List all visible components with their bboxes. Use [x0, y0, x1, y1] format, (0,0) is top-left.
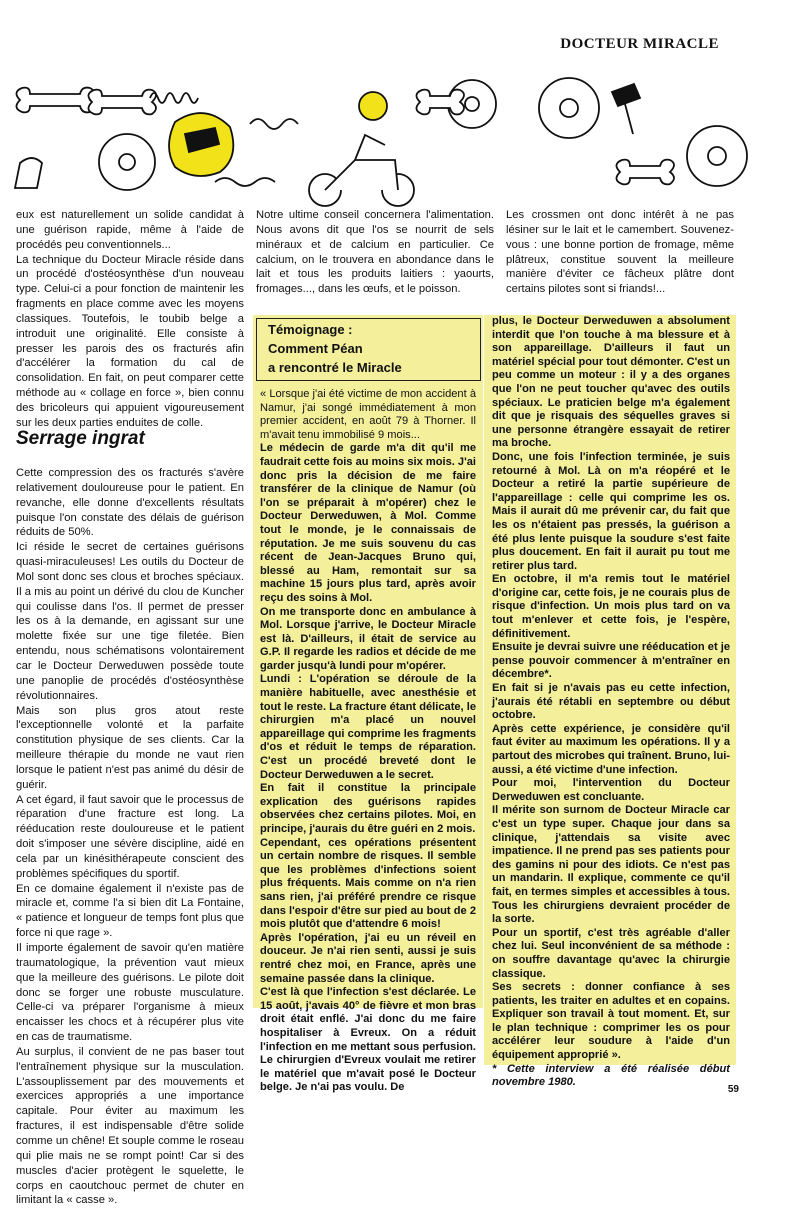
- paragraph: Ensuite je devrai suivre une rééducation et je pense pouvoir commencer à m'entraîner en décembre*.: [492, 641, 730, 681]
- creature-icon: [15, 158, 42, 188]
- paragraph: En fait si je n'avais pas eu cette infection, j'aurais été rétabli en septembre ou début octobre.: [492, 682, 730, 722]
- paragraph: eux est naturellement un solide candidat à une guérison rapide, même à l'aide de procédés peu conventionnels...: [16, 209, 244, 251]
- footnote: * Cette interview a été réalisée début novembre 1980.: [492, 1062, 730, 1089]
- article-column-2: [256, 208, 494, 297]
- paragraph: Le médecin de garde m'a dit qu'il me faudrait cette fois au moins six mois. J'ai donc pris la décision de me faire transférer de la clinique de Namur (où l'on se préparait à m'opérer) chez le Docteur Derweduwen, à Mol. Comme tout le monde, je le connaissais de réputation. Je me suis souvenu du cas récent de Jean-Jacques Bruno qui, blessé au Ham, remontait sur sa machine 15 jours plus tard, après avoir reçu des soins à Mol.: [260, 442, 476, 604]
- hammer-icon: [612, 84, 640, 106]
- paragraph: « Lorsque j'ai été victime de mon accident à Namur, j'ai songé immédiatement à mon premier accident, en août 79 à Thorner. Il m'avait tenu immobilisé 9 mois...: [260, 388, 476, 441]
- spring-icon: [150, 93, 198, 103]
- paragraph: Il importe également de savoir qu'en matière traumatologique, la prévention vaut mieux que la meilleure des guérisons. Le pilote doit donc se forger une robuste musculature. Celle-ci va préparer l'organisme à mieux encaisser les chocs et à récupérer plus vite en cas de traumatisme.: [16, 942, 244, 1044]
- illustration-banner: [0, 62, 787, 212]
- page-header-title: DOCTEUR MIRACLE: [560, 36, 719, 52]
- paragraph: Ici réside le secret de certaines guérisons quasi-miraculeuses! Les outils du Docteur de Mol sont donc ses clous et broches spéciaux. Il a mis au point un dérivé du clou de Kuncher qui coulisse dans l'os. Il permet de presser les os à la demande, en agissant sur une molette fixée sur une tige filetée. Bien entendu, nous schématisons volontairement car le Docteur Derweduwen possède toute une panoplie de procédés d'ostéosynthèse révolutionnaires.: [16, 541, 244, 702]
- paragraph: Ses secrets : donner confiance à ses patients, les traiter en adultes et en copains. Expliquer son travail à tout moment. Et, sur le plan technique : comprimer les os pour accélérer leur soudure à l'aide d'un équipement approprié ».: [492, 981, 730, 1062]
- paragraph: Il mérite son surnom de Docteur Miracle car c'est un type super. Chaque jour dans sa clinique, j'attendais sa visite avec impatience. Il ne prend pas ses patients pour des gamins ni pour des idiots. Ce n'est pas un mandarin. Il explique, commente ce qu'il fait, en termes simples et accessibles à tous. Tous les chirurgiens devraient procéder de la sorte.: [492, 804, 730, 926]
- testimony-column-1: [260, 388, 476, 1095]
- motorcycle-rider-icon: [325, 135, 398, 190]
- paragraph: Cependant, ces opérations présentent un certain nombre de risques. Il semble que les problèmes d'infections soient plus fréquents. Mais comme on n'a rien sans rien, j'ai préféré prendre ce risque dans l'espoir d'être sur pied au bout de 2 mois plutôt que d'attendre 6 mois!: [260, 836, 476, 931]
- testimony-column-2: [492, 315, 730, 1090]
- paragraph: Notre ultime conseil concernera l'alimentation. Nous avons dit que l'os se nourrit de sels minéraux et de calcium en particulier. Ce calcium, on le trouvera en abondance dans le lait et tous les produits laitiers : yaourts, fromages..., dans les œufs, et le poisson.: [256, 209, 494, 296]
- testimony-title-line: Témoignage :: [268, 322, 353, 337]
- paragraph: On me transporte donc en ambulance à Mol. Lorsque j'arrive, le Docteur Miracle est là. D'ailleurs, il était de service au G.P. Il regarde les radios et décide de me garder jusqu'à lundi pour m'opérer.: [260, 605, 476, 672]
- bone-icon: [616, 160, 674, 185]
- paragraph: Cette compression des os fracturés s'avère relativement douloureuse pour le patient. En revanche, elle donne d'excellents résultats puisque l'on constate des délais de guérison réduits de 50%.: [16, 467, 244, 539]
- bone-icon: [88, 90, 156, 115]
- bone-chain-icon: [250, 119, 298, 129]
- testimony-title-line: a rencontré le Miracle: [268, 360, 402, 375]
- paragraph: En ce domaine également il n'existe pas de miracle et, comme l'a si bien dit La Fontaine, « patience et longueur de temps font plus que force ni que rage ».: [16, 882, 244, 940]
- article-column-3: [506, 208, 734, 297]
- bone-icon: [16, 88, 94, 113]
- testimony-title: [268, 320, 402, 377]
- bone-icon: [416, 90, 464, 115]
- section-heading: Serrage ingrat: [16, 428, 145, 449]
- paragraph: Mais son plus gros atout reste l'exceptionnelle volonté et la parfaite constitution physique de ses clients. Car la meilleure thérapie du monde ne vaut rien lorsque le patient n'est pas animé du désir de guérir.: [16, 704, 244, 791]
- paragraph: Lundi : L'opération se déroule de la manière habituelle, avec anesthésie et tout le reste. La fracture étant délicate, le chirurgien m'a placé un nouvel appareillage qui comprime les fragments d'os et réduit le temps de réparation. C'est un procédé breveté dont le Docteur Derweduwen a le secret.: [260, 673, 476, 781]
- paragraph: Après cette expérience, je considère qu'il faut éviter au maximum les opérations. Il y a partout des microbes qui traînent. Bruno, lui-aussi, a été victime d'une infection.: [492, 722, 730, 776]
- paragraph: En octobre, il m'a remis tout le matériel d'origine car, cette fois, je ne courais plus de risque d'infection. Un mois plus tard on va tout m'enlever et cette fois, je l'espère, définitivement.: [492, 573, 730, 640]
- paragraph: Pour moi, l'intervention du Docteur Derweduwen est concluante.: [492, 777, 730, 803]
- paragraph: C'est là que l'infection s'est déclarée. Le 15 août, j'avais 40° de fièvre et mon bras droit était enflé. J'ai donc du me faire hospitaliser à Evreux. On a réduit l'infection en me mettant sous perfusion. Le chirurgien d'Evreux voulait me retirer le matériel que m'avait posé le Docteur belge. Je n'ai pas voulu. De: [260, 986, 476, 1094]
- paragraph: En fait il constitue la principale explication des guérisons rapides observées chez certains pilotes. Moi, en principe, j'aurais du être guéri en 2 mois.: [260, 782, 476, 835]
- paragraph: Les crossmen ont donc intérêt à ne pas lésiner sur le lait et le camembert. Souvenez-vous : une bonne portion de fromage, même plâtreux, constitue souvent la meilleure manière d'éviter ce fâcheux plâtre dont certains pilotes sont si friands!...: [506, 209, 734, 296]
- paragraph: Donc, une fois l'infection terminée, je suis retourné à Mol. Là on m'a réopéré et le Docteur a retiré la partie supérieure de l'appareillage : celle qui comprime les os. Mais il aurait dû me prévenir car, du fait que les os n'étaient pas pressés, la guérison a été plus lente puisque la soudure s'est faite plus doucement. En fait il aurait pu tout me retirer plus tard.: [492, 450, 730, 572]
- article-column-1: [16, 208, 244, 431]
- page-number: 59: [727, 1084, 739, 1095]
- paragraph: plus, le Docteur Derweduwen a absolument interdit que l'on touche à ma blessure et à son appareillage. D'ailleurs il faut un matériel spécial pour tout démonter. C'est un peu comme un moteur : il y a des organes que l'on ne peut toucher qu'avec des outils spéciaux. Le praticien belge m'a également dit que je risquais des séquelles graves si une personne étrangère essayait de retirer ma broche.: [492, 315, 730, 450]
- article-column-1-continued: [16, 466, 244, 1208]
- hammer-handle: [625, 104, 633, 134]
- paragraph: Pour un sportif, c'est très agréable d'aller chez lui. Seul inconvénient de sa méthode : on souffre davantage qu'avec la chirurgie classique.: [492, 926, 730, 980]
- testimony-title-line: Comment Péan: [268, 341, 363, 356]
- paragraph: Après l'opération, j'ai eu un réveil en douceur. Je n'ai rien senti, aussi je suis rentré chez moi, en France, après une semaine passée dans la clinique.: [260, 931, 476, 985]
- paragraph: La technique du Docteur Miracle réside dans un procédé d'ostéosynthèse d'un nouveau type. Celui-ci a pour fonction de maintenir les fragments en place comme avec les moyens classiques. Toutefois, le toubib belge a introduit une originalité. Elle consiste à presser les parois des os fracturés afin d'accélérer la formation du cal de consolidation. En fait, on peut comparer cette méthode au « collage en force », bien connu des bricoleurs qui appuient vigoureusement sur les deux parties enduites de colle.: [16, 253, 244, 429]
- paragraph: A cet égard, il faut savoir que le processus de réparation d'une fracture est long. La rééducation reste douloureuse et le patient doit s'imposer une sévère discipline, aidé en cela par un kinésithérapeute conscient des problèmes spécifiques du sportif.: [16, 793, 244, 880]
- paragraph: Au surplus, il convient de ne pas baser tout l'entraînement physique sur la musculation. L'assouplissement par des mouvements et exercices appropriés a une importance capitale. Pour éviter au maximum les fractures, il est indispensable d'être solide comme un chêne! Et souple comme le roseau qui plie mais ne se rompt point! Car si des muscles d'acier protègent le squelette, le corps en caoutchouc permet de chuter en limitant la « casse ».: [16, 1045, 244, 1207]
- bone-chain-icon: [215, 178, 275, 186]
